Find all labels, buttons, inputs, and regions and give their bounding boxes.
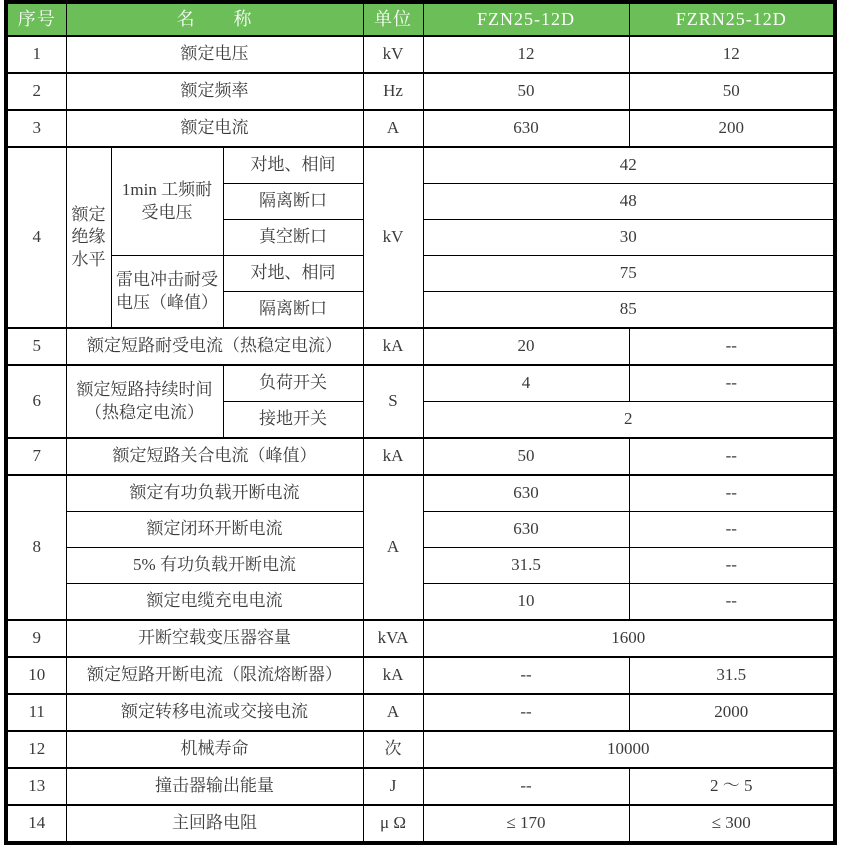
row-13	[6, 768, 835, 805]
unit-cell: S	[363, 365, 423, 438]
unit-cell: A	[363, 694, 423, 731]
value-cell-model1: 50	[423, 73, 629, 110]
value-cell-model2: --	[629, 475, 835, 512]
name-cell: 额定短路关合电流（峰值）	[66, 438, 363, 475]
serial-cell: 14	[6, 805, 66, 843]
value-cell-model1: 630	[423, 512, 629, 548]
unit-cell: kA	[363, 438, 423, 475]
serial-cell: 10	[6, 657, 66, 694]
name-cell: 额定电缆充电电流	[66, 584, 363, 621]
unit-cell: kVA	[363, 620, 423, 657]
row-5	[6, 328, 835, 365]
name-cell: 额定转移电流或交接电流	[66, 694, 363, 731]
item-cell: 对地、相同	[223, 256, 363, 292]
value-cell-model1: 4	[423, 365, 629, 402]
value-cell-model2: 31.5	[629, 657, 835, 694]
serial-cell: 8	[6, 475, 66, 620]
name-cell: 额定电流	[66, 110, 363, 147]
value-cell-model1: 31.5	[423, 548, 629, 584]
name-cell: 额定短路开断电流（限流熔断器）	[66, 657, 363, 694]
value-cell-model2: 50	[629, 73, 835, 110]
row-10	[6, 657, 835, 694]
row-11	[6, 694, 835, 731]
item-cell: 隔离断口	[223, 184, 363, 220]
value-cell-model2: ≤ 300	[629, 805, 835, 843]
value-cell-model2: --	[629, 512, 835, 548]
value-cell-model2: --	[629, 584, 835, 621]
value-cell-span: 75	[423, 256, 835, 292]
unit-cell: kA	[363, 657, 423, 694]
unit-cell: Hz	[363, 73, 423, 110]
header-model-fzrn25: FZRN25-12D	[629, 2, 835, 36]
item-cell: 真空断口	[223, 220, 363, 256]
serial-cell: 11	[6, 694, 66, 731]
value-cell-span: 1600	[423, 620, 835, 657]
value-cell-model2: --	[629, 328, 835, 365]
unit-cell: A	[363, 110, 423, 147]
serial-cell: 12	[6, 731, 66, 768]
header-unit: 单位	[363, 2, 423, 36]
row-2	[6, 73, 835, 110]
unit-cell: A	[363, 475, 423, 620]
header-serial: 序号	[6, 2, 66, 36]
header-model-fzn25: FZN25-12D	[423, 2, 629, 36]
row-1	[6, 36, 835, 73]
value-cell-model2: 2000	[629, 694, 835, 731]
row-3	[6, 110, 835, 147]
item-cell: 对地、相间	[223, 147, 363, 184]
name-cell: 主回路电阻	[66, 805, 363, 843]
value-cell-model1: 20	[423, 328, 629, 365]
value-cell-model2: 200	[629, 110, 835, 147]
value-cell-span: 42	[423, 147, 835, 184]
serial-cell: 4	[6, 147, 66, 328]
value-cell-model1: 12	[423, 36, 629, 73]
unit-cell: kV	[363, 36, 423, 73]
unit-cell: kV	[363, 147, 423, 328]
name-cell: 5% 有功负载开断电流	[66, 548, 363, 584]
value-cell-model1: --	[423, 657, 629, 694]
item-cell: 接地开关	[223, 402, 363, 439]
subgroup-cell: 1min 工频耐受电压	[111, 147, 223, 256]
value-cell-model2: --	[629, 365, 835, 402]
subgroup-cell: 雷电冲击耐受电压（峰值）	[111, 256, 223, 329]
serial-cell: 5	[6, 328, 66, 365]
serial-cell: 1	[6, 36, 66, 73]
name-cell: 撞击器输出能量	[66, 768, 363, 805]
group-cell: 额定绝缘水平	[66, 147, 111, 328]
value-cell-model1: ≤ 170	[423, 805, 629, 843]
spec-table	[4, 0, 837, 845]
value-cell-span: 2	[423, 402, 835, 439]
row-14	[6, 805, 835, 843]
item-cell: 负荷开关	[223, 365, 363, 402]
item-cell: 隔离断口	[223, 292, 363, 329]
name-cell: 额定有功负载开断电流	[66, 475, 363, 512]
name-cell: 额定短路持续时间（热稳定电流）	[66, 365, 223, 438]
row-12	[6, 731, 835, 768]
row-7	[6, 438, 835, 475]
unit-cell: μ Ω	[363, 805, 423, 843]
serial-cell: 2	[6, 73, 66, 110]
value-cell-model1: --	[423, 768, 629, 805]
value-cell-model1: 630	[423, 475, 629, 512]
unit-cell: kA	[363, 328, 423, 365]
serial-cell: 9	[6, 620, 66, 657]
row-4-sub-1	[6, 147, 835, 184]
value-cell-model1: 50	[423, 438, 629, 475]
value-cell-span: 48	[423, 184, 835, 220]
serial-cell: 3	[6, 110, 66, 147]
name-cell: 额定电压	[66, 36, 363, 73]
row-8-sub-1	[6, 475, 835, 512]
value-cell-model2: 12	[629, 36, 835, 73]
value-cell-model2: --	[629, 438, 835, 475]
unit-cell: J	[363, 768, 423, 805]
value-cell-span: 30	[423, 220, 835, 256]
name-cell: 机械寿命	[66, 731, 363, 768]
value-cell-model1: --	[423, 694, 629, 731]
serial-cell: 13	[6, 768, 66, 805]
row-9	[6, 620, 835, 657]
value-cell-span: 85	[423, 292, 835, 329]
value-cell-span: 10000	[423, 731, 835, 768]
serial-cell: 7	[6, 438, 66, 475]
serial-cell: 6	[6, 365, 66, 438]
name-cell: 额定闭环开断电流	[66, 512, 363, 548]
name-cell: 额定短路耐受电流（热稳定电流）	[66, 328, 363, 365]
value-cell-model1: 630	[423, 110, 629, 147]
name-cell: 开断空载变压器容量	[66, 620, 363, 657]
value-cell-model2: 2 ～ 5	[629, 768, 835, 805]
row-6-sub-1	[6, 365, 835, 402]
header-name: 名 称	[66, 2, 363, 36]
header-row	[6, 2, 835, 36]
value-cell-model1: 10	[423, 584, 629, 621]
value-cell-model2: --	[629, 548, 835, 584]
name-cell: 额定频率	[66, 73, 363, 110]
unit-cell: 次	[363, 731, 423, 768]
